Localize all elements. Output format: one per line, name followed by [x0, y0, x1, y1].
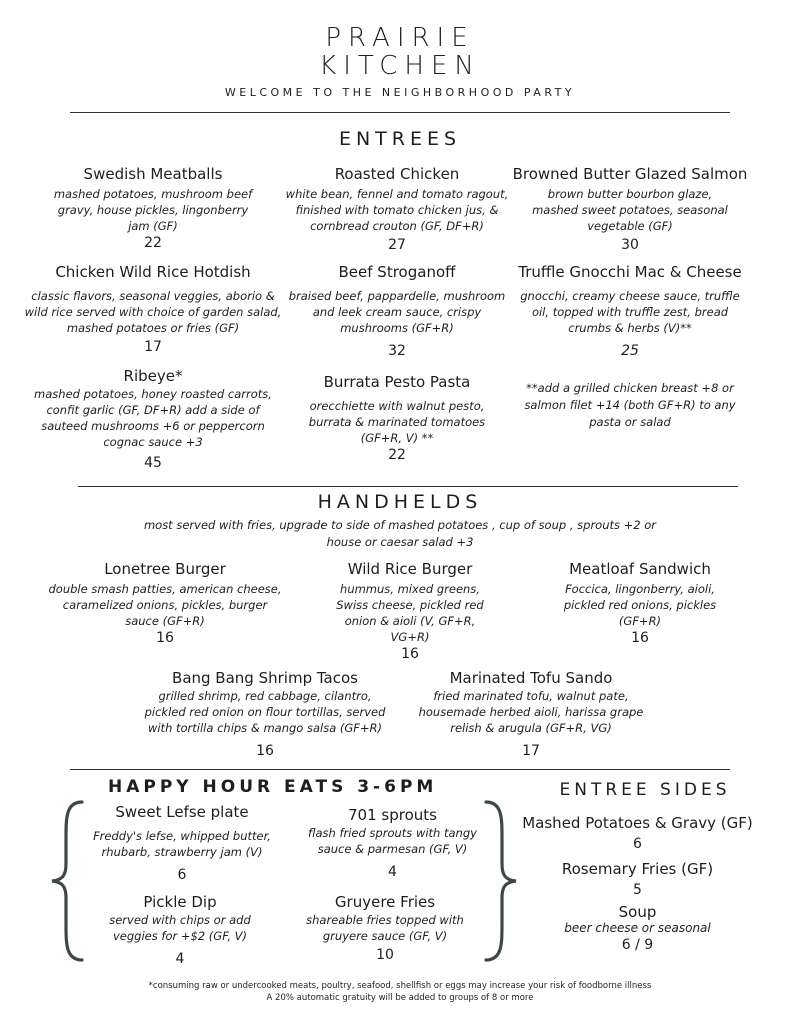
item-price: 4 — [388, 864, 397, 880]
item-name: Beef Stroganoff — [338, 263, 456, 281]
item-price: 22 — [388, 447, 406, 463]
item-name: Swedish Meatballs — [83, 165, 223, 183]
item-name: Mashed Potatoes & Gravy (GF) — [522, 814, 753, 832]
welcome-subtitle: WELCOME TO THE NEIGHBORHOOD PARTY — [224, 86, 576, 99]
addon-note: **add a grilled chicken breast +8 or salmon filet +14 (both GF+R) to any pasta or salad — [524, 381, 736, 429]
handhelds-heading: HANDHELDS — [317, 491, 483, 513]
item-description: flash fried sprouts with tangy sauce & parmesan (GF, V) — [308, 826, 477, 856]
item-name: Roasted Chicken — [334, 165, 460, 183]
item-name: Rosemary Fries (GF) — [561, 860, 714, 878]
menu-item — [272, 373, 522, 464]
item-price: 22 — [144, 235, 162, 251]
item-price: 16 — [631, 630, 649, 646]
menu-item — [505, 263, 755, 360]
item-price: 4 — [175, 951, 185, 967]
divider — [78, 486, 738, 487]
item-price: 17 — [522, 743, 540, 759]
menu-item — [520, 560, 760, 647]
item-price: 45 — [144, 455, 162, 471]
item-description: mashed potatoes, mushroom beef gravy, house pickles, lingonberry jam (GF) — [53, 187, 253, 233]
item-name: Pickle Dip — [143, 893, 217, 911]
item-name: Wild Rice Burger — [347, 560, 473, 578]
divider — [70, 769, 730, 770]
menu-item — [505, 165, 755, 254]
item-price: 6 — [177, 867, 187, 883]
item-name: Chicken Wild Rice Hotdish — [55, 263, 251, 281]
item-description: shareable fries topped with gruyere sauce (GF, V) — [306, 913, 464, 943]
item-name: Gruyere Fries — [334, 893, 436, 911]
entrees-heading: ENTREES — [338, 128, 462, 150]
item-price: 16 — [401, 646, 419, 662]
menu-item — [45, 560, 285, 647]
item-description: mashed potatoes, honey roasted carrots, confit garlic (GF, DF+R) add a side of sauteed mushrooms +6 or peppercorn cognac sauce +3 — [34, 387, 272, 449]
item-description: Freddy's lefse, whipped butter, rhubarb, strawberry jam (V) — [93, 829, 271, 859]
item-price: 10 — [376, 947, 394, 963]
item-name: Burrata Pesto Pasta — [323, 373, 471, 391]
menu-item — [138, 669, 392, 760]
menu-item — [290, 893, 480, 964]
item-price: 6 / 9 — [621, 937, 654, 953]
item-description: Foccica, lingonberry, aioli, pickled red onions, pickles (GF+R) — [563, 582, 717, 628]
item-description: double smash patties, american cheese, caramelized onions, pickles, burger sauce (GF+R) — [48, 582, 282, 628]
restaurant-name-line2: KITCHEN — [319, 51, 481, 81]
item-description: served with chips or add veggies for +$2 (GF, V) — [109, 913, 251, 943]
menu-item — [404, 669, 658, 760]
item-description: beer cheese or seasonal — [564, 921, 711, 935]
menu-item — [510, 860, 765, 899]
item-description: classic flavors, seasonal veggies, aborio & wild rice served with choice of garden salad, mashed potatoes or fries (GF) — [24, 289, 282, 335]
food-safety-disclaimer: *consuming raw or undercooked meats, poultry, seafood, shellfish or eggs may increase your risk of foodborne illness — [148, 981, 652, 991]
menu-item — [28, 367, 278, 472]
menu-item — [18, 263, 288, 356]
item-name: Truffle Gnocchi Mac & Cheese — [518, 263, 742, 281]
menu-item — [290, 806, 495, 881]
gratuity-notice: A 20% automatic gratuity will be added to groups of 8 or more — [266, 993, 534, 1003]
happy-hour-heading: HAPPY HOUR EATS 3-6PM — [108, 777, 438, 797]
item-price: 30 — [621, 237, 639, 253]
item-description: brown butter bourbon glaze, mashed sweet potatoes, seasonal vegetable (GF) — [532, 187, 728, 233]
item-name: Ribeye* — [123, 367, 183, 385]
item-price: 5 — [633, 882, 642, 898]
item-name: Marinated Tofu Sando — [449, 669, 613, 687]
item-description: grilled shrimp, red cabbage, cilantro, pickled red onion on flour tortillas, served with tortilla chips & mango salsa (GF+R) — [144, 689, 386, 735]
item-name: Meatloaf Sandwich — [569, 560, 711, 578]
divider — [70, 112, 730, 113]
menu-item — [272, 165, 522, 254]
menu-item — [510, 903, 765, 954]
item-description: gnocchi, creamy cheese sauce, truffle oil, topped with truffle zest, bread crumbs & herbs (V)** — [520, 289, 740, 335]
item-price: 27 — [388, 237, 406, 253]
item-description: white bean, fennel and tomato ragout, finished with tomato chicken jus, & cornbread crouton (GF, DF+R) — [285, 187, 509, 233]
item-name: Bang Bang Shrimp Tacos — [172, 669, 358, 687]
item-description: hummus, mixed greens, Swiss cheese, pickled red onion & aioli (V, GF+R, VG+R) — [336, 582, 484, 644]
item-price: 16 — [256, 743, 274, 759]
handhelds-note: most served with fries, upgrade to side of mashed potatoes , cup of soup , sprouts +2 or house or caesar salad +3 — [143, 518, 657, 549]
item-description: braised beef, pappardelle, mushroom and leek cream sauce, crispy mushrooms (GF+R) — [288, 289, 506, 335]
menu-item — [28, 165, 278, 252]
menu-item — [290, 560, 530, 663]
item-price: 25 — [621, 343, 639, 359]
item-name: Sweet Lefse plate — [115, 803, 249, 821]
item-name: Browned Butter Glazed Salmon — [512, 165, 748, 183]
menu-item — [80, 893, 280, 968]
menu-item — [72, 803, 292, 884]
item-price: 6 — [633, 836, 642, 852]
item-price: 17 — [144, 339, 162, 355]
menu-item — [272, 263, 522, 360]
restaurant-name-line1: PRAIRIE — [325, 23, 475, 53]
item-price: 32 — [388, 343, 406, 359]
item-description: fried marinated tofu, walnut pate, housemade herbed aioli, harissa grape relish & arugula (GF+R, VG) — [418, 689, 644, 735]
menu-item — [510, 814, 765, 853]
item-name: Soup — [618, 903, 657, 921]
item-price: 16 — [156, 630, 174, 646]
item-name: Lonetree Burger — [104, 560, 226, 578]
sides-heading: ENTREE SIDES — [559, 780, 731, 800]
item-description: orecchiette with walnut pesto, burrata & marinated tomatoes (GF+R, V) ** — [308, 399, 486, 445]
item-name: 701 sprouts — [348, 806, 437, 824]
